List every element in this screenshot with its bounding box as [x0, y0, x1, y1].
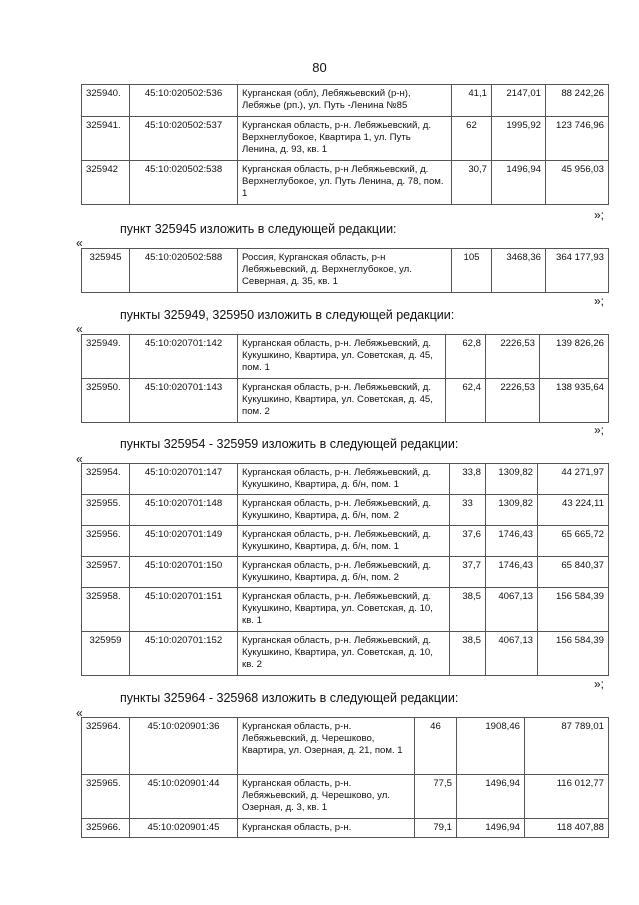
- address: Курганская (обл), Лебяжьевский (р-н), Лебяжье (рп.), ул. Путь -Ленина №85: [238, 85, 452, 117]
- cadastral-number: 45:10:020701:152: [130, 632, 238, 676]
- address: Курганская область, р-н. Лебяжьевский, д. Кукушкино, Квартира, ул. Советская, д. 45, пом. 2: [238, 379, 446, 423]
- row-number: 325959: [82, 632, 130, 676]
- cadastral-number: 45:10:020701:151: [130, 588, 238, 632]
- table-row: [82, 335, 609, 379]
- total-value: 88 242,26: [546, 85, 609, 117]
- cadastral-number: 45:10:020502:538: [130, 161, 238, 205]
- unit-price: 1496,94: [492, 161, 546, 205]
- amendment-intro: пункты 325964 - 325968 изложить в следующей редакции:: [120, 691, 459, 705]
- address: Курганская область, р-н. Лебяжьевский, д. Кукушкино, Квартира, ул. Советская, д. 45, пом. 1: [238, 335, 446, 379]
- unit-price: 4067,13: [486, 632, 538, 676]
- row-number: 325964.: [82, 718, 130, 775]
- cadastral-number: 45:10:020502:536: [130, 85, 238, 117]
- total-value: 87 789,01: [525, 718, 609, 775]
- cadastral-number: 45:10:020502:537: [130, 117, 238, 161]
- unit-price: 2226,53: [486, 379, 540, 423]
- table-row: [82, 161, 609, 205]
- table-row: [82, 775, 609, 819]
- cadastral-number: 45:10:020701:149: [130, 526, 238, 557]
- closing-quote: »;: [594, 294, 605, 308]
- row-number: 325941.: [82, 117, 130, 161]
- area: 62,4: [446, 379, 486, 423]
- total-value: 44 271,97: [538, 464, 609, 495]
- address: Курганская область, р-н. Лебяжьевский, д. Кукушкино, Квартира, д. б/н, пом. 2: [238, 557, 450, 588]
- amendment-intro: пункт 325945 изложить в следующей редакции:: [120, 222, 397, 236]
- row-number: 325950.: [82, 379, 130, 423]
- area: 38,5: [450, 632, 486, 676]
- area: 38,5: [450, 588, 486, 632]
- address: Курганская область, р-н.: [238, 819, 415, 838]
- table-row: [82, 819, 609, 838]
- row-number: 325942: [82, 161, 130, 205]
- table-row: [82, 379, 609, 423]
- unit-price: 1309,82: [486, 464, 538, 495]
- address: Курганская область, р-н Лебяжьевский, д. Верхнеглубокое, ул. Путь Ленина, д. 78, пом. 1: [238, 161, 452, 205]
- area: 62: [452, 117, 492, 161]
- unit-price: 1496,94: [457, 819, 525, 838]
- cadastral-number: 45:10:020701:143: [130, 379, 238, 423]
- area: 33: [450, 495, 486, 526]
- cadastral-number: 45:10:020901:45: [130, 819, 238, 838]
- total-value: 116 012,77: [525, 775, 609, 819]
- address: Курганская область, р-н. Лебяжьевский, д. Кукушкино, Квартира, д. б/н, пом. 1: [238, 464, 450, 495]
- cadastral-number: 45:10:020701:147: [130, 464, 238, 495]
- row-number: 325945: [82, 249, 130, 293]
- cadastral-number: 45:10:020901:36: [130, 718, 238, 775]
- registry-table-4: [81, 463, 609, 676]
- total-value: 65 665,72: [538, 526, 609, 557]
- opening-quote: «: [76, 236, 83, 250]
- row-number: 325958.: [82, 588, 130, 632]
- total-value: 156 584,39: [538, 588, 609, 632]
- address: Курганская область, р-н. Лебяжьевский, д. Кукушкино, Квартира, ул. Советская, д. 10, кв. 1: [238, 588, 450, 632]
- cadastral-number: 45:10:020502:588: [130, 249, 238, 293]
- area: 62,8: [446, 335, 486, 379]
- area: 105: [452, 249, 492, 293]
- registry-table-1: [81, 84, 609, 205]
- cadastral-number: 45:10:020901:44: [130, 775, 238, 819]
- unit-price: 1746,43: [486, 557, 538, 588]
- area: 79,1: [415, 819, 457, 838]
- closing-quote: »;: [594, 677, 605, 691]
- unit-price: 3468,36: [492, 249, 546, 293]
- closing-quote: »;: [594, 208, 605, 222]
- registry-table-3: [81, 334, 609, 423]
- amendment-intro: пункты 325949, 325950 изложить в следующей редакции:: [120, 308, 455, 322]
- cadastral-number: 45:10:020701:148: [130, 495, 238, 526]
- total-value: 118 407,88: [525, 819, 609, 838]
- table-row: [82, 464, 609, 495]
- table-row: [82, 557, 609, 588]
- unit-price: 1309,82: [486, 495, 538, 526]
- total-value: 45 956,03: [546, 161, 609, 205]
- address: Курганская область, р-н. Лебяжьевский, д. Кукушкино, Квартира, д. б/н, пом. 1: [238, 526, 450, 557]
- area: 37,6: [450, 526, 486, 557]
- table-row: [82, 718, 609, 775]
- table-row: [82, 85, 609, 117]
- address: Курганская область, р-н. Лебяжьевский, д. Кукушкино, Квартира, д. б/н, пом. 2: [238, 495, 450, 526]
- area: 46: [415, 718, 457, 775]
- row-number: 325966.: [82, 819, 130, 838]
- table-row: [82, 249, 609, 293]
- unit-price: 1496,94: [457, 775, 525, 819]
- total-value: 138 935,64: [540, 379, 609, 423]
- address: Курганская область, р-н. Лебяжьевский, д. Черешково, ул. Озерная, д. 3, кв. 1: [238, 775, 415, 819]
- address: Россия, Курганская область, р-н Лебяжьевский, д. Верхнеглубокое, ул. Северная, д. 35, кв. 1: [238, 249, 452, 293]
- opening-quote: «: [76, 322, 83, 336]
- cadastral-number: 45:10:020701:142: [130, 335, 238, 379]
- opening-quote: «: [76, 706, 83, 720]
- total-value: 139 826,26: [540, 335, 609, 379]
- row-number: 325965.: [82, 775, 130, 819]
- unit-price: 2147,01: [492, 85, 546, 117]
- unit-price: 4067,13: [486, 588, 538, 632]
- row-number: 325954.: [82, 464, 130, 495]
- unit-price: 1908,46: [457, 718, 525, 775]
- area: 37,7: [450, 557, 486, 588]
- unit-price: 2226,53: [486, 335, 540, 379]
- table-row: [82, 526, 609, 557]
- closing-quote: »;: [594, 423, 605, 437]
- total-value: 156 584,39: [538, 632, 609, 676]
- registry-table-2: [81, 248, 609, 293]
- address: Курганская область, р-н. Лебяжьевский, д. Кукушкино, Квартира, ул. Советская, д. 10, кв. 2: [238, 632, 450, 676]
- unit-price: 1995,92: [492, 117, 546, 161]
- total-value: 65 840,37: [538, 557, 609, 588]
- row-number: 325957.: [82, 557, 130, 588]
- registry-table-5: [81, 717, 609, 838]
- total-value: 364 177,93: [546, 249, 609, 293]
- area: 33,8: [450, 464, 486, 495]
- opening-quote: «: [76, 452, 83, 466]
- row-number: 325940.: [82, 85, 130, 117]
- table-row: [82, 632, 609, 676]
- table-row: [82, 588, 609, 632]
- table-row: [82, 117, 609, 161]
- unit-price: 1746,43: [486, 526, 538, 557]
- amendment-intro: пункты 325954 - 325959 изложить в следующей редакции:: [120, 437, 459, 451]
- area: 77,5: [415, 775, 457, 819]
- area: 30,7: [452, 161, 492, 205]
- total-value: 43 224,11: [538, 495, 609, 526]
- page-number: 80: [312, 60, 327, 75]
- row-number: 325949.: [82, 335, 130, 379]
- row-number: 325956.: [82, 526, 130, 557]
- row-number: 325955.: [82, 495, 130, 526]
- table-row: [82, 495, 609, 526]
- total-value: 123 746,96: [546, 117, 609, 161]
- address: Курганская область, р-н. Лебяжьевский, д. Черешково, Квартира, ул. Озерная, д. 21, пом. 1: [238, 718, 415, 775]
- area: 41,1: [452, 85, 492, 117]
- address: Курганская область, р-н. Лебяжьевский, д. Верхнеглубокое, Квартира 1, ул. Путь Ленина, д. 93, кв. 1: [238, 117, 452, 161]
- cadastral-number: 45:10:020701:150: [130, 557, 238, 588]
